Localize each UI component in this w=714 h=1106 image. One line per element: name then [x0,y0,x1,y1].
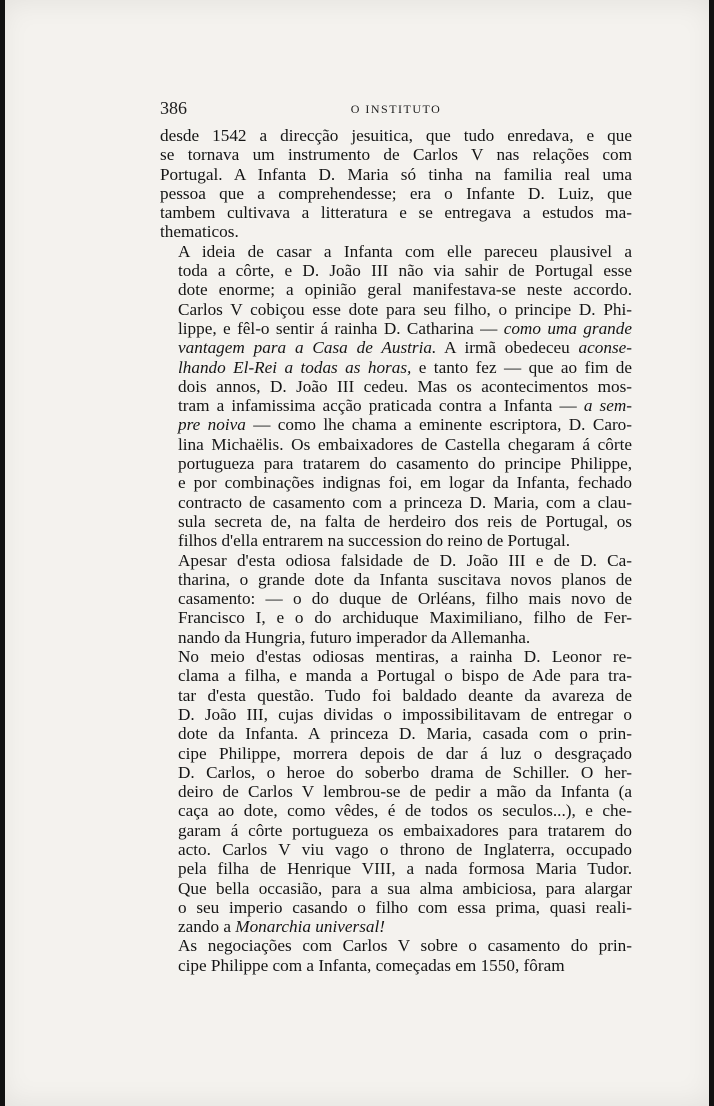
text-run: — como lhe chama a eminente escriptora, D. Caro- [245,415,632,435]
text-line [160,898,632,917]
page-number: 386 [160,98,187,118]
text-run: caça ao dote, como vêdes, é de todos os seculos...), e che- [178,801,632,821]
text-run: No meio d'estas odiosas mentiras, a rainha D. Leonor re- [178,647,632,667]
text-run: tram a infamissima acção praticada contra a Infanta — [178,396,584,416]
text-run: A irmã obedeceu [436,338,579,358]
italic-text: como uma grande [503,318,632,338]
text-line [160,203,632,222]
text-line [160,744,632,763]
text-run: tambem cultivava a litteratura e se entregava a estudos ma- [160,203,632,223]
text-run: clama a filha, e manda a Portugal o bispo de Ade para tra- [178,666,632,686]
text-run: casamento: — o do duque de Orléans, filho mais novo de [178,589,632,609]
text-line [160,801,632,820]
text-run: e tanto fez — que ao fim de [411,357,632,377]
text-line [160,763,632,782]
text-line [160,435,632,454]
italic-text: lhando El-Rei a todas as horas, [178,357,412,377]
text-line [160,936,632,955]
italic-text: a sem- [583,396,632,416]
body-text [160,126,632,975]
text-line [160,165,632,184]
text-line [160,358,632,377]
text-run: thematicos. [160,222,239,242]
text-run: dote da Infanta. A princeza D. Maria, casada com o prin- [178,724,632,744]
text-line [160,782,632,801]
text-line [160,145,632,164]
text-line [160,338,632,357]
text-run: lippe, e fêl-o sentir á rainha D. Catharina — [178,318,504,338]
text-line [160,493,632,512]
text-run: cipe Philippe com a Infanta, começadas em 1550, fôram [178,955,565,975]
text-run: deiro de Carlos V lembrou-se de pedir a mão da Infanta (a [178,782,632,802]
text-line [160,647,632,666]
text-line [160,917,632,936]
text-run: Francisco I, e o do archiduque Maximiliano, filho de Fer- [178,608,632,628]
text-line [160,956,632,975]
text-run: se tornava um instrumento de Carlos V nas relações com [160,145,632,165]
text-run: tharina, o grande dote da Infanta suscitava novos planos de [178,569,632,589]
text-line [160,126,632,145]
paragraph [160,126,632,242]
text-line [160,222,632,241]
text-run: D. Carlos, o heroe do soberbo drama de Schiller. O her- [178,762,632,782]
italic-text: aconse- [578,338,632,358]
text-run: desde 1542 a direcção jesuitica, que tudo enredava, e que [160,126,632,145]
text-run: tar d'esta questão. Tudo foi baldado deante da avareza de [178,685,632,705]
text-run: pela filha de Henrique VIII, a nada formosa Maria Tudor. [178,859,632,879]
text-run: Que bella occasião, para a sua alma ambiciosa, para alargar [178,878,632,898]
text-run: sula secreta de, na falta de herdeiro dos reis de Portugal, os [178,511,632,531]
text-run: garam á côrte portugueza os embaixadores para tratarem do [178,820,632,840]
page-header [160,98,632,122]
text-line [160,242,632,261]
text-run: portugueza para tratarem do casamento do principe Philippe, [178,454,632,474]
text-run: A ideia de casar a Infanta com elle pareceu plausivel a [178,241,632,261]
text-line [160,589,632,608]
text-run: nando da Hungria, futuro imperador da Allemanha. [178,627,531,647]
italic-text: pre noiva [178,415,246,435]
text-line [160,280,632,299]
text-run: toda a côrte, e D. João III não via sahir de Portugal esse [178,261,632,281]
text-line [160,666,632,685]
text-line [160,570,632,589]
text-run: Apesar d'esta odiosa falsidade de D. João III e de D. Ca- [178,550,632,570]
text-run: pessoa que a comprehendesse; era o Infante D. Luiz, que [160,183,632,203]
text-run: D. João III, cujas dividas o impossibilitavam de entregar o [178,704,632,724]
text-line [160,608,632,627]
text-line [160,415,632,434]
italic-text: vantagem para a Casa de Austria. [178,338,437,358]
text-run: Carlos V cobiçou esse dote para seu filho, o principe D. Phi- [178,299,632,319]
text-run: lina Michaëlis. Os embaixadores de Castella chegaram á côrte [178,434,632,454]
text-line [160,724,632,743]
italic-text: Monarchia universal! [235,917,385,937]
text-line [160,551,632,570]
text-run: zando a [178,917,236,937]
text-line [160,377,632,396]
text-line [160,184,632,203]
text-line [160,473,632,492]
scan-border-right [709,0,714,1106]
text-run: Portugal. A Infanta D. Maria só tinha na familia real uma [160,164,632,184]
text-line [160,859,632,878]
paragraph [160,647,632,936]
text-run: acto. Carlos V viu vago o throno de Inglaterra, occupado [178,839,632,859]
text-line [160,821,632,840]
text-line [160,531,632,550]
paragraph [160,936,632,975]
text-line [160,512,632,531]
text-run: contracto de casamento com a princeza D. Maria, com a clau- [178,492,632,512]
text-line [160,705,632,724]
text-line [160,840,632,859]
text-run: cipe Philippe, morrera depois de dar á luz o desgraçado [178,743,632,763]
text-line [160,628,632,647]
text-line [160,879,632,898]
text-line [160,300,632,319]
text-line [160,686,632,705]
text-run: As negociações com Carlos V sobre o casamento do prin- [178,936,632,956]
text-run: e por combinações indignas foi, em logar da Infanta, fechado [178,473,632,493]
scan-border-left [0,0,5,1106]
paragraph [160,551,632,647]
text-line [160,454,632,473]
text-run: o seu imperio casando o filho com essa prima, quasi reali- [178,897,632,917]
text-line [160,396,632,415]
running-head: O INSTITUTO [350,102,442,116]
text-line [160,261,632,280]
paragraph [160,242,632,551]
text-run: dois annos, D. João III cedeu. Mas os acontecimentos mos- [178,376,632,396]
text-run: filhos d'ella entrarem na succession do reino de Portugal. [178,531,571,551]
text-line [160,319,632,338]
text-run: dote enorme; a opinião geral manifestava-se neste accordo. [178,280,632,300]
